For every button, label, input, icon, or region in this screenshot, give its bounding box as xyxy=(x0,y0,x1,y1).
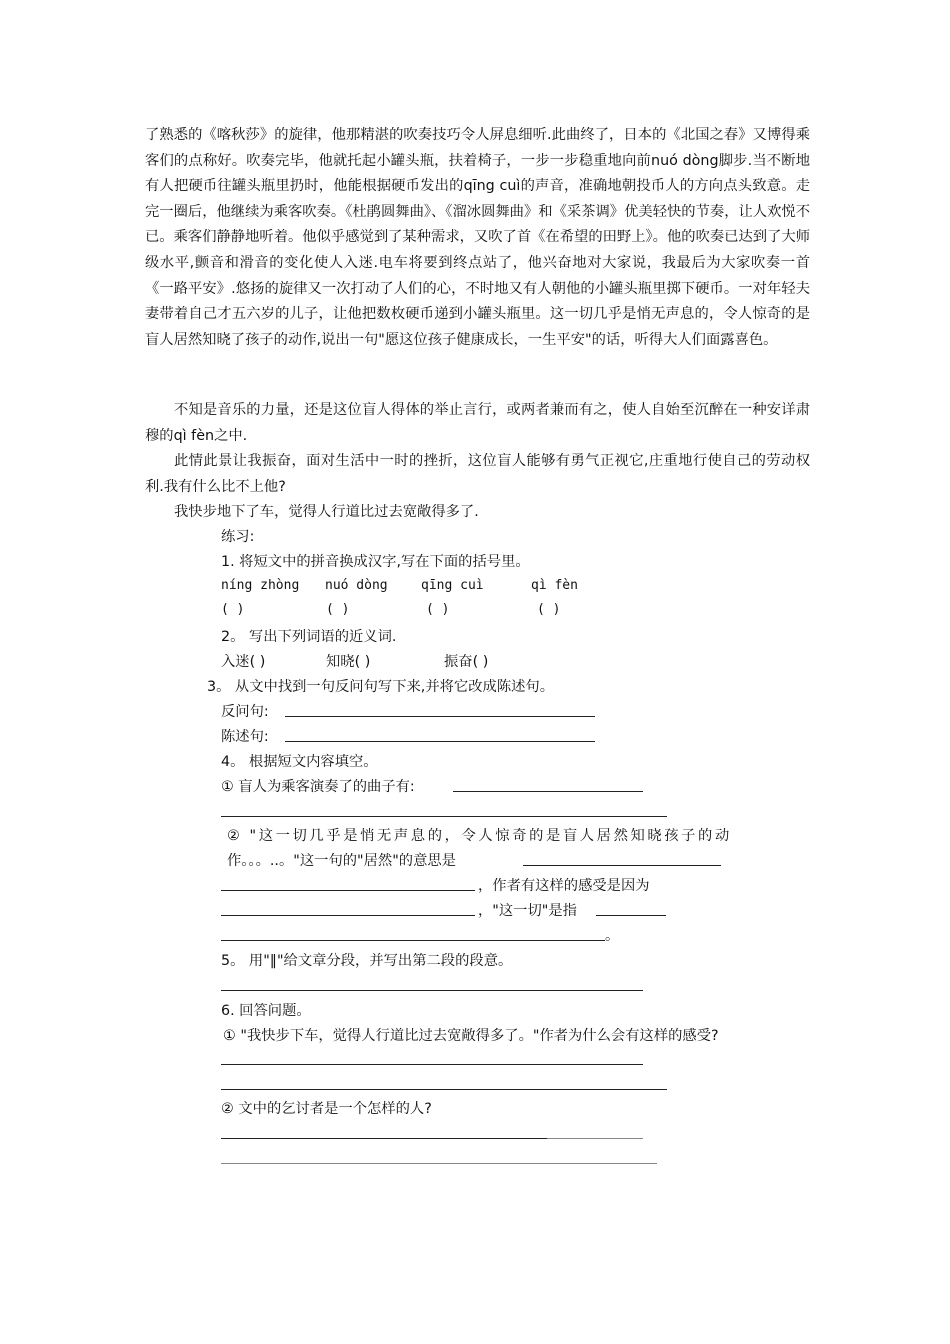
q6-sub1: ① "我快步下车，觉得人行道比过去宽敞得多了。"作者为什么会有这样的感受? xyxy=(223,1028,719,1044)
declarative-answer-line[interactable] xyxy=(285,741,595,742)
q4-sub1-answer-line-2[interactable] xyxy=(221,816,667,817)
question-2: 2。 写出下列词语的近义词. xyxy=(221,629,397,645)
q4-zhe-yi-qie-answer-line[interactable] xyxy=(596,915,666,916)
q4-sub2-line1: ② "这一切几乎是悄无声息的，令人惊奇的是盲人居然知晓孩子的动 xyxy=(227,828,732,844)
question-4: 4。 根据短文内容填空。 xyxy=(221,754,378,770)
q4-line4-answer-line[interactable] xyxy=(221,915,475,916)
q6-sub2: ② 文中的乞讨者是一个怎样的人? xyxy=(221,1101,432,1117)
q4-sub2-end: 。 xyxy=(605,928,620,944)
q6-sub1-answer-line-1[interactable] xyxy=(221,1064,643,1065)
synonym-item-1[interactable]: 入迷( ) xyxy=(221,654,266,670)
q4-sub2-line3: ，作者有这样的感受是因为 xyxy=(478,878,650,894)
pinyin-4: qì fèn xyxy=(531,578,578,593)
exercise-title: 练习: xyxy=(221,529,255,545)
q4-meaning-answer-line[interactable] xyxy=(523,865,721,866)
synonym-item-2[interactable]: 知晓( ) xyxy=(326,654,371,670)
passage-paragraph-1: 了熟悉的《喀秋莎》的旋律，他那精湛的吹奏技巧令人屏息细听.此曲终了，日本的《北国之春》又博得乘客们的点称好。吹奏完毕，他就托起小罐头瓶，扶着椅子，一步一步稳重地向前nuó dòng脚步.当不断地有人把硬币往罐头瓶里扔时，他能根据硬币发出的qīng cuì的声音，准确地朝投币人的方向点头致意。走完一圈后，他继续为乘客吹奏。《杜鹃圆舞曲》、《溜冰圆舞曲》和《采茶调》优美轻快的节奏，让人欢悦不已。乘客们静静地听着。他似乎感觉到了某种需求，又吹了首《在希望的田野上》。他的吹奏已达到了大师级水平,颤音和滑音的变化使人入迷.电车将要到终点站了，他兴奋地对大家说，我最后为大家吹奏一首《一路平安》.悠扬的旋律又一次打动了人们的心，不时地又有人朝他的小罐头瓶里掷下硬币。一对年轻夫妻带着自己才五六岁的儿子，让他把数枚硬币递到小罐头瓶里。这一切几乎是悄无声息的，令人惊奇的是盲人居然知晓了孩子的动作,说出一句"愿这位孩子健康成长，一生平安"的话，听得大人们面露喜色。 xyxy=(145,127,810,348)
q4-sub2-line4: ，"这一切"是指 xyxy=(478,903,577,919)
answer-bracket-3[interactable]: ( ) xyxy=(426,602,450,617)
answer-bracket-1[interactable]: ( ) xyxy=(221,602,245,617)
passage-paragraph-4: 我快步地下了车，觉得人行道比过去宽敞得多了. xyxy=(174,504,479,520)
q4-sub2-line2: 作。。。..。"这一句的"居然"的意思是 xyxy=(227,853,456,869)
passage-paragraph-2: 不知是音乐的力量，还是这位盲人得体的举止言行，或两者兼而有之，使人自始至沉醉在一种安详肃穆的qì fèn之中. xyxy=(145,402,810,444)
rhetorical-answer-line[interactable] xyxy=(285,716,595,717)
q6-sub2-answer-line-1-ext xyxy=(547,1138,643,1139)
q4-sub1: ① 盲人为乘客演奏了的曲子有: xyxy=(221,779,415,795)
rhetorical-label: 反问句: xyxy=(221,704,269,720)
q4-sub1-answer-line[interactable] xyxy=(453,791,643,792)
passage-paragraph-3: 此情此景让我振奋，面对生活中一时的挫折，这位盲人能够有勇气正视它,庄重地行使自己的劳动权利.我有什么比不上他? xyxy=(145,453,810,495)
q4-line5-answer-line[interactable] xyxy=(221,940,605,941)
answer-bracket-4[interactable]: ( ) xyxy=(537,602,561,617)
question-1: 1. 将短文中的拼音换成汉字,写在下面的括号里。 xyxy=(221,554,530,570)
question-5: 5。 用"‖"给文章分段，并写出第二段的段意。 xyxy=(221,953,513,969)
declarative-label: 陈述句: xyxy=(221,729,269,745)
pinyin-3: qīng cuì xyxy=(421,578,484,593)
q6-sub2-answer-line-1[interactable] xyxy=(221,1138,547,1139)
q6-sub2-answer-line-2[interactable] xyxy=(221,1163,657,1164)
question-6: 6. 回答问题。 xyxy=(221,1003,311,1019)
q6-sub1-answer-line-2[interactable] xyxy=(221,1089,667,1090)
synonym-item-3[interactable]: 振奋( ) xyxy=(444,654,489,670)
question-3: 3。 从文中找到一句反问句写下来,并将它改成陈述句。 xyxy=(207,679,555,695)
pinyin-1: níng zhòng xyxy=(221,578,300,593)
answer-bracket-2[interactable]: ( ) xyxy=(326,602,350,617)
q5-answer-line[interactable] xyxy=(221,990,643,991)
q4-line3-answer-line[interactable] xyxy=(221,890,475,891)
pinyin-2: nuó dòng xyxy=(325,578,388,593)
